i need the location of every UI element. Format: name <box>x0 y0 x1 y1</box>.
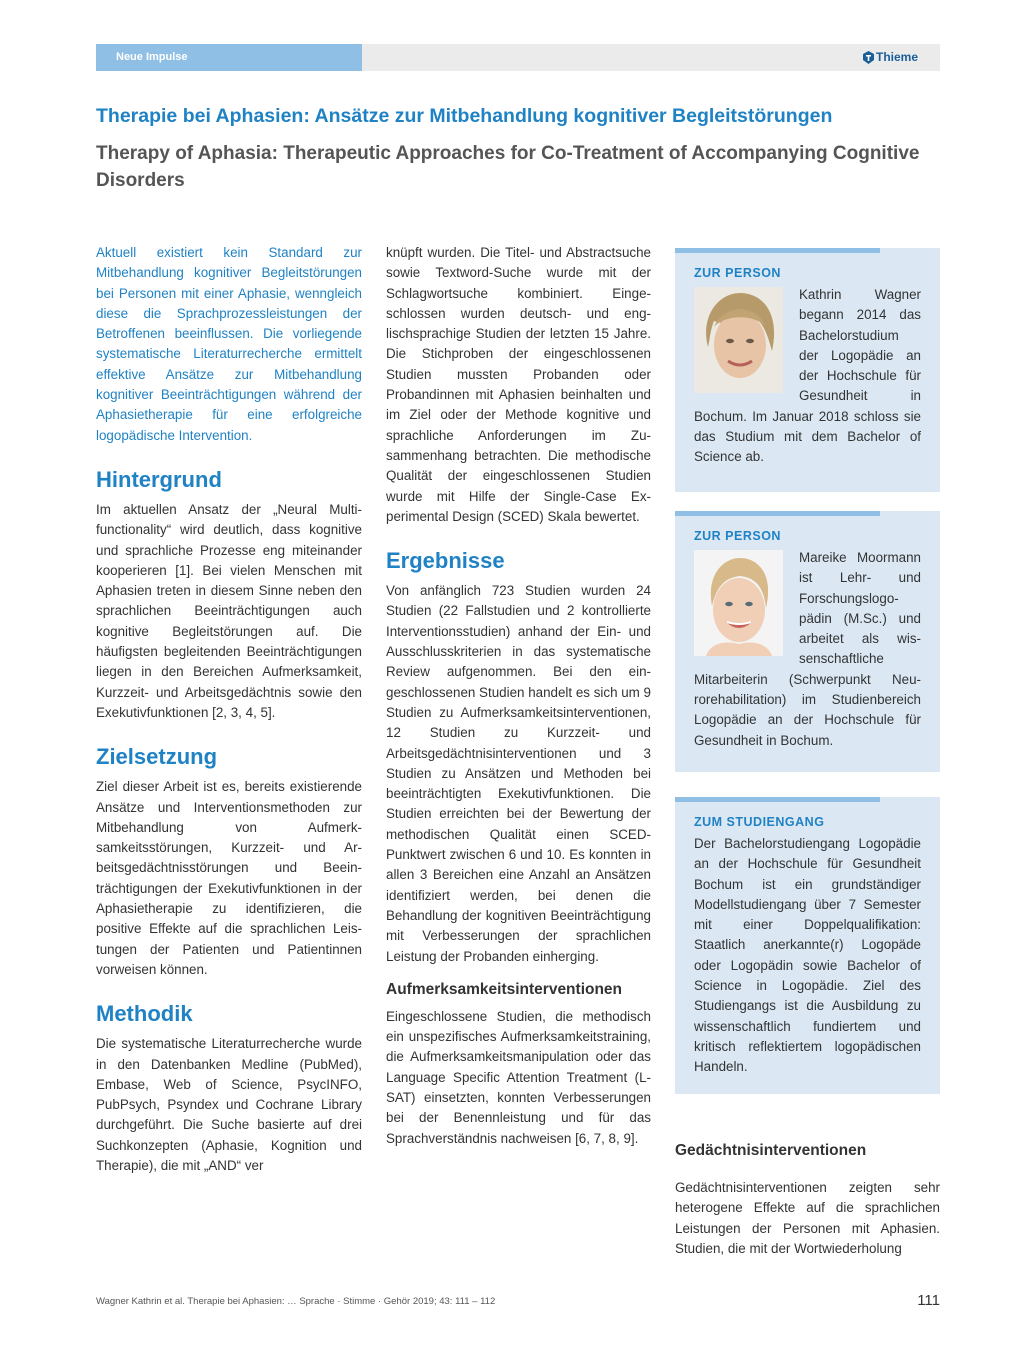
text-hintergrund: Im aktuellen Ansatz der „Neural Multifunctionality“ wird deutlich, dass kognitive und sprachliche Prozesse eng miteinander kooperieren [1]. Bei vielen Menschen mit Aphasien treten in diesem Sinne neben den sprachlichen Beeinträchtigungen auch kognitive Begleitstörungen auf. Die häufigsten begleitenden Beeinträchtigungen liegen in den Bereichen Aufmerksamkeit, Kurzzeit- und Arbeitsgedächtnis sowie den Exekutivfunktionen [2, 3, 4, 5]. <box>96 501 362 720</box>
section-label: Neue Impulse <box>96 44 362 71</box>
box-heading: ZUR PERSON <box>694 266 781 280</box>
text-aufmerksamkeitsinterventionen: Eingeschlossene Studien, die methodisch ein unspezifisches Aufmerksamkeitstraining, die Aufmerksamkeitsmanipulation oder das Language Specific Attention Treatment (L-SAT) einsetzten, konnten Verbesserungen bei der Benennleistung und für das Sprachverständnis nachweisen [6, 7, 8, 9]. <box>386 1008 651 1146</box>
column-middle <box>386 243 651 1149</box>
portrait-icon <box>694 550 783 656</box>
heading-hintergrund: Hintergrund <box>96 466 222 492</box>
article-title-english: Therapy of Aphasia: Therapeutic Approaches for Co-Treatment of Accompanying Cognitive Disorders <box>96 143 920 191</box>
portrait-icon <box>694 287 783 393</box>
box-text: Kathrin Wagner begann 2014 das Bachelorstudium der Logopädie an der Hochschule für Gesundheit in Bochum. Im Januar 2018 schloss sie das Studium mit dem Bachelor of Science ab. <box>694 287 921 465</box>
heading-methodik: Methodik <box>96 1001 193 1027</box>
column-right-lower <box>675 1140 940 1259</box>
study-program-box <box>675 797 940 1094</box>
heading-gedaechtnisinterventionen: Gedächtnisinterventionen <box>675 1142 867 1159</box>
text-methodik-part2: knüpft wurden. Die Titel- und Abstractsuche sowie Textword-Suche wurde mit der Schlagwortsuche kombiniert. Eingeschlossen wurden deutsch- und englischsprachige Studien der letzten 15 Jahre. Die Stichproben der eingeschlossenen Studien mussten Probanden oder Probandinnen mit Aphasien beinhalten und im Ziel oder der Methode kognitive und sprachliche Anforderungen im Zusammenhang betrachten. Die methodische Qualität der eingeschlossenen Studien wurde mit Hilfe der Single-Case Experimental Design (SCED) Skala bewertet. <box>386 245 651 524</box>
box-heading: ZUR PERSON <box>694 529 781 543</box>
text-methodik-part1: Die systematische Literaturrecherche wurde in den Datenbanken Medline (PubMed), Embase, Web of Science, PsycINFO, PubPsych, Psyndex und Cochrane Library durchgeführt. Die Suche basierte auf drei Suchkonzepten (Aphasie, Kognition und Therapie), die mit „AND“ ver <box>96 1036 362 1173</box>
heading-aufmerksamkeitsinterventionen: Aufmerksamkeitsinterventionen <box>386 980 623 998</box>
abstract-text: Aktuell existiert kein Standard zur Mitbehandlung kognitiver Begleitstörungen bei Personen mit einer Aphasie, wenngleich diese die Sprachprozessleistungen der Betroffenen beeinflussen. Die vorliegende systematische Literaturrecherche ermittelt effektive Ansätze zur Mitbehandlung kognitiver Beeinträchtigungen während der Aphasietherapie für eine erfolgreiche logopädische Intervention. <box>96 245 362 443</box>
box-text: Der Bachelorstudiengang Logopädie an der Hochschule für Gesundheit Bochum ist ein grundständiger Modellstudiengang über 7 Semester mit einer Doppelqualifikation: Staatlich anerkannte(r) Logopäde oder Logopädin sowie Bachelor of Science in Logopädie. Ziel des Studiengangs ist die Ausbildung zu wissenschaftlich fundiertem und kritisch reflektiertem logopädischen Handeln. <box>694 836 921 1075</box>
author-box-kathrin-wagner <box>675 248 940 492</box>
author-photo <box>694 550 783 656</box>
author-photo <box>694 287 783 393</box>
box-text: Mareike Moormann ist Lehr- und Forschungslogopädin (M.Sc.) und arbeitet als wissenschaftliche Mitarbeiterin (Schwerpunkt Neurorehabilitation) im Studienbereich Logopädie an der Hochschule für Gesundheit in Bochum. <box>694 550 921 748</box>
thieme-logo-icon <box>863 51 874 64</box>
page-number: 111 <box>917 1292 940 1309</box>
text-zielsetzung: Ziel dieser Arbeit ist es, bereits existierende Ansätze und Interventionsmethoden zur Mitbehandlung von Aufmerksamkeitsstörungen, Kurzzeit- und Arbeitsgedächtnisstörungen und Beeinträchtigungen der Exekutivfunktionen in der Aphasietherapie zu identifizieren, die positive Effekte auf die sprachlichen Leistungen der Patienten und Patientinnen vorweisen können. <box>96 779 362 977</box>
publisher-logo <box>863 44 918 71</box>
footer-citation: Wagner Kathrin et al. Therapie bei Aphasien: … Sprache · Stimme · Gehör 2019; 43: 111 – 112 <box>96 1296 496 1307</box>
text-gedaechtnisinterventionen: Gedächtnisinterventionen zeigten sehr heterogene Effekte auf die sprachlichen Leistungen der Personen mit Aphasien. Studien, die mit der Wortwiederholung <box>675 1180 940 1256</box>
journal-header-bar <box>96 44 940 71</box>
heading-zielsetzung: Zielsetzung <box>96 744 218 770</box>
article-title-german: Therapie bei Aphasien: Ansätze zur Mitbehandlung kognitiver Begleitstörungen <box>96 105 833 127</box>
author-box-mareike-moormann <box>675 511 940 772</box>
text-ergebnisse: Von anfänglich 723 Studien wurden 24 Studien (22 Fallstudien und 2 kontrollierte Interventionsstudien) anhand der Ein- und Ausschlusskriterien in das systematische Review aufgenommen. Bei den eingeschlossenen Studien handelt es sich um 9 Studien zu Aufmerksamkeitsinterventionen, 12 Studien zu Kurzzeit- und Arbeitsgedächtnisinterventionen und 3 Studien zu Ansätzen und Methoden bei beeinträchtigten Exekutivfunktionen. Die Studien erreichten bei der Bewertung der methodischen Qualität einen SCED-Punktwert zwischen 6 und 10. Es konnten in allen 3 Bereichen eine Anzahl an Ansätzen identifiziert werden, bei denen die Behandlung der kognitiven Beeinträchtigung mit Verbesserungen der sprachlichen Leistung der Probanden einherging. <box>386 583 652 964</box>
box-heading: ZUM STUDIENGANG <box>694 815 825 829</box>
heading-ergebnisse: Ergebnisse <box>386 548 505 574</box>
column-left <box>96 243 362 1176</box>
publisher-name: Thieme <box>875 50 918 64</box>
